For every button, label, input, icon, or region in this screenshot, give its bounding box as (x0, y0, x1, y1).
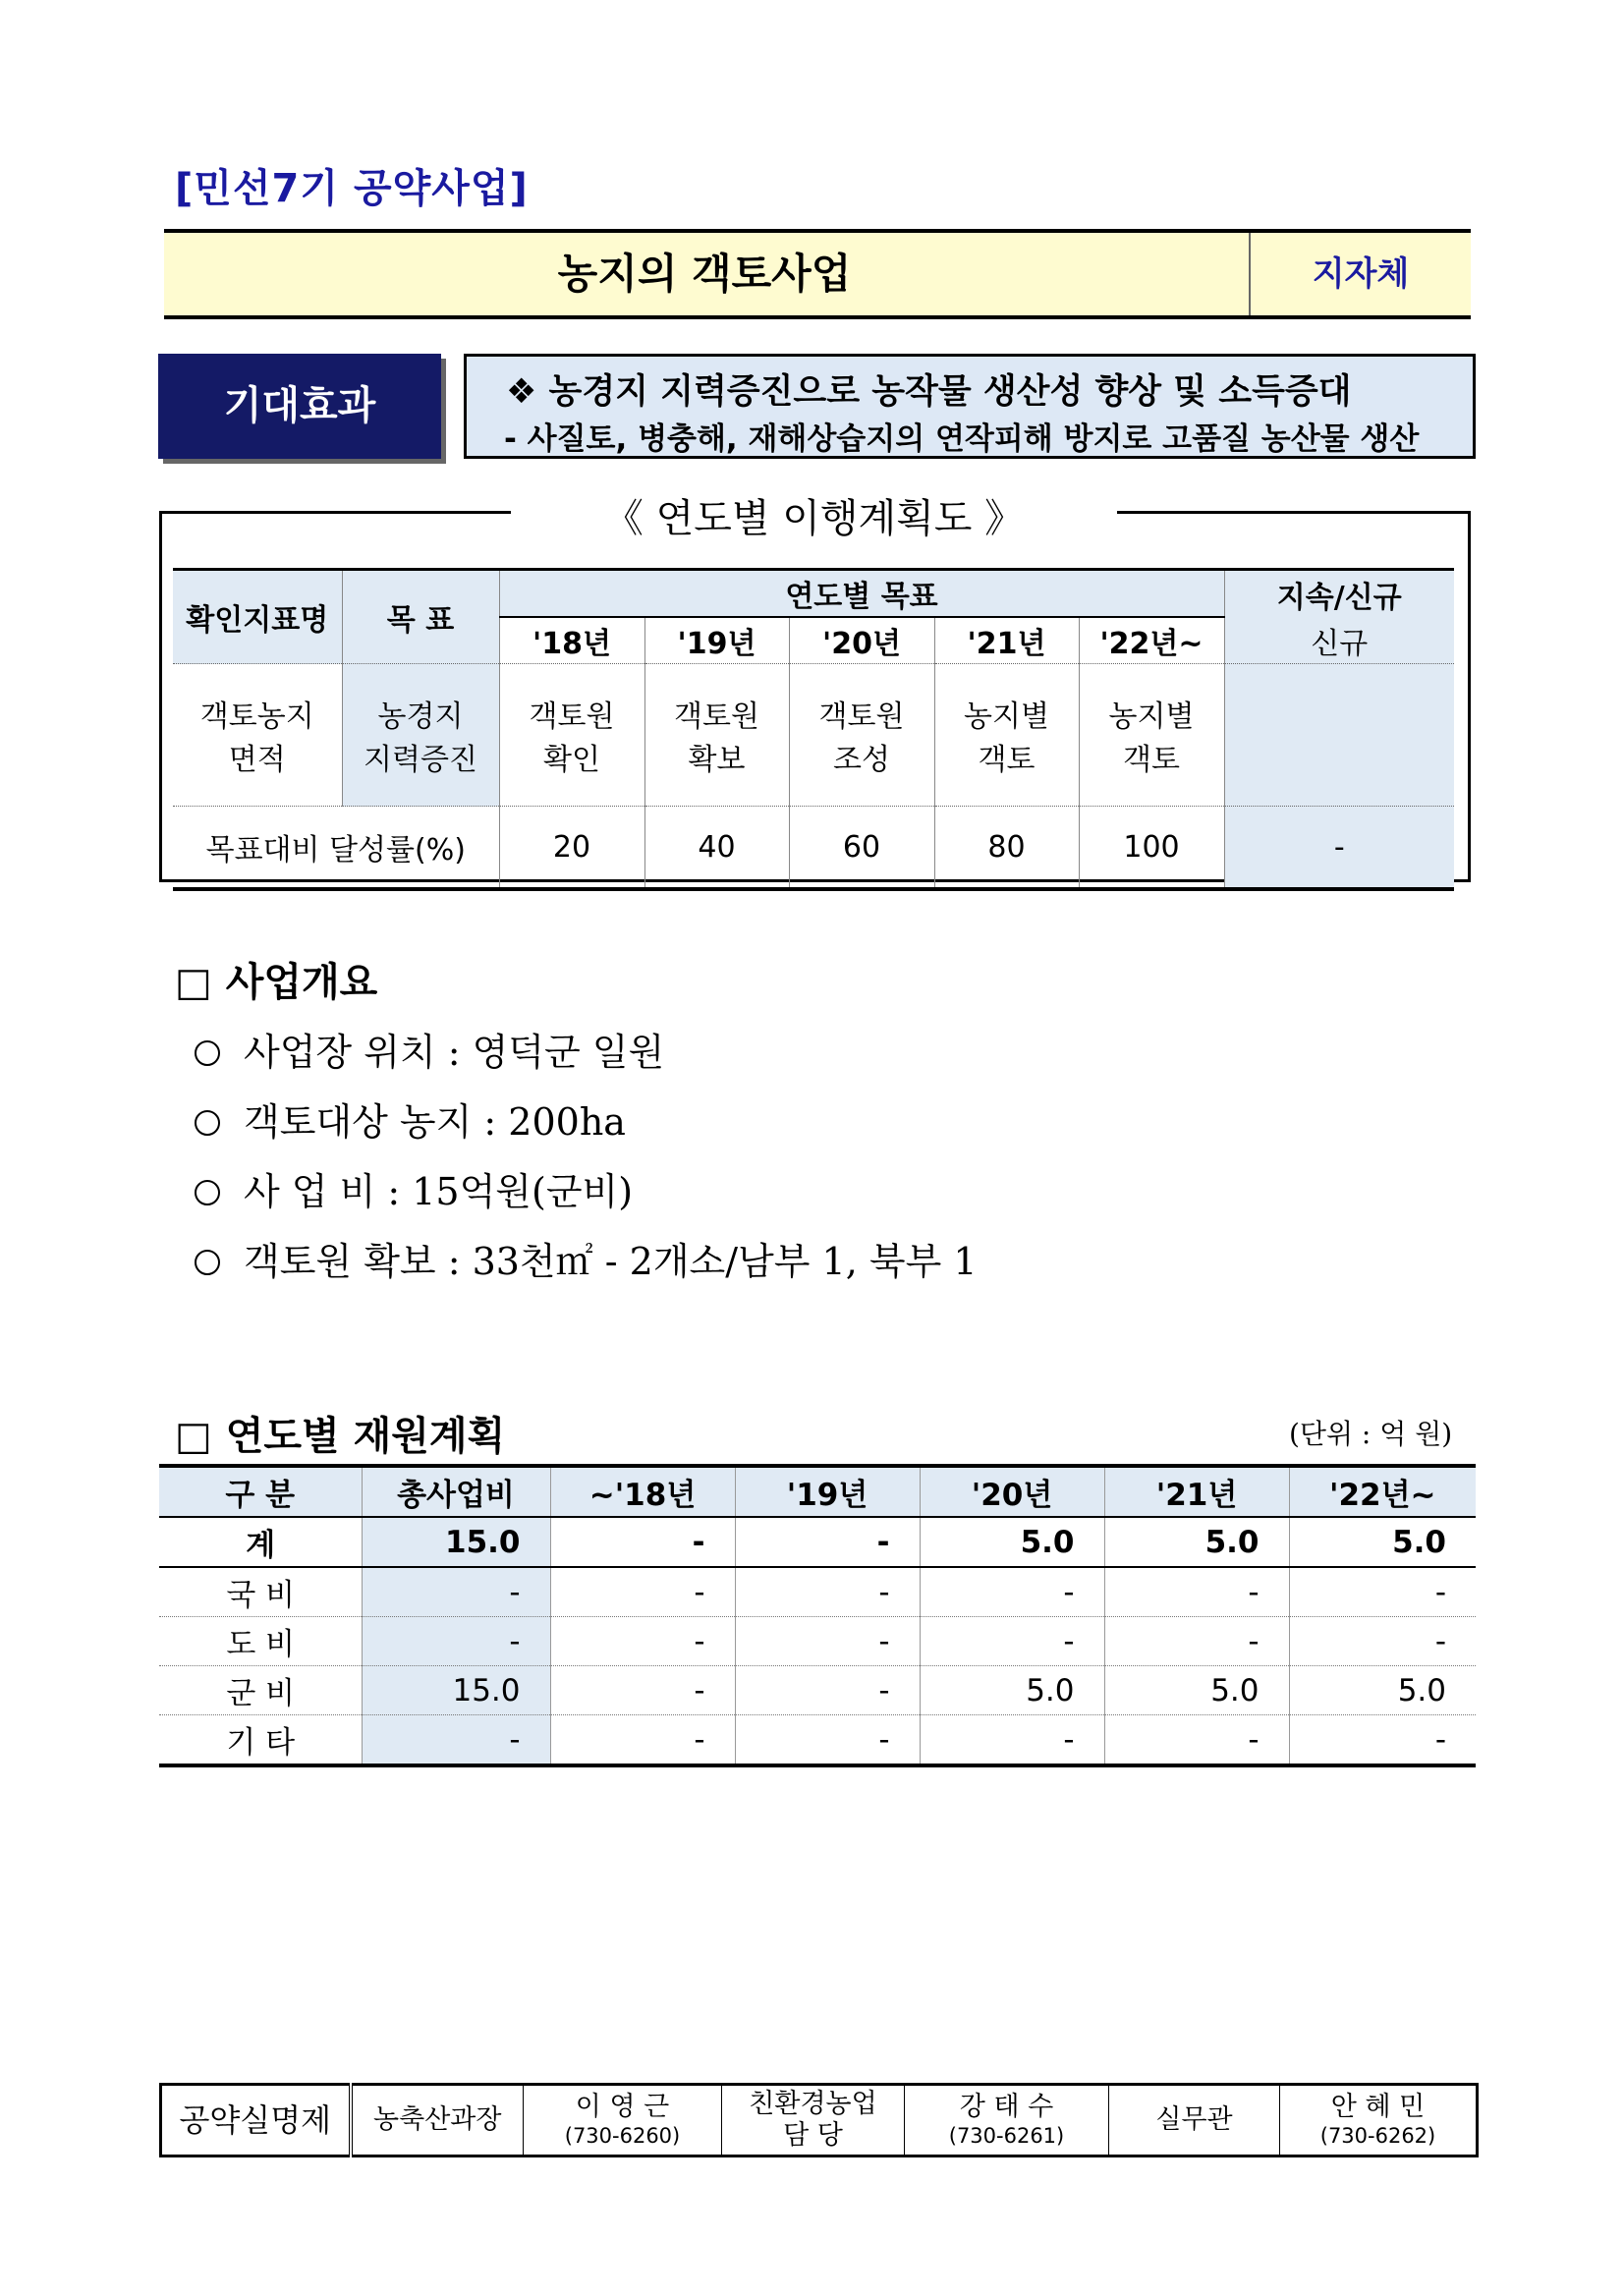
footer-person (1280, 2085, 1478, 2156)
overview-item (195, 1022, 664, 1076)
budget-category: 기 타 (159, 1715, 362, 1766)
footer-person-phone: (730-6262) (1319, 2123, 1436, 2148)
footer-person (905, 2085, 1109, 2156)
footer-person-name: 강 태 수 (959, 2092, 1054, 2123)
budget-header-cell: '20년 (920, 1466, 1104, 1517)
plan-table (173, 568, 1454, 891)
budget-cell: 5.0 (1104, 1517, 1289, 1567)
effect-box (464, 354, 1476, 459)
plan-status-cell (1224, 664, 1454, 807)
plan-rate-value: 40 (644, 807, 789, 890)
effect-main-text: ❖ 농경지 지력증진으로 농작물 생산성 향상 및 소득증대 (506, 372, 1352, 412)
budget-header-cell: '22년~ (1289, 1466, 1476, 1517)
plan-header-yearly-goal: 연도별 목표 (499, 570, 1224, 618)
budget-cell: - (362, 1567, 550, 1617)
budget-cell: 5.0 (920, 1517, 1104, 1567)
budget-cell: - (920, 1715, 1104, 1766)
footer-label: 공약실명제 (161, 2085, 351, 2156)
budget-cell: - (1104, 1617, 1289, 1666)
budget-category: 군 비 (159, 1666, 362, 1715)
budget-header-cell: '19년 (735, 1466, 920, 1517)
plan-title: 《 연도별 이행계획도 》 (603, 496, 1025, 541)
budget-cell: - (1289, 1715, 1476, 1766)
title-bar (164, 229, 1471, 319)
plan-year-cell: 객토원 조성 (789, 664, 934, 807)
budget-cell: 5.0 (920, 1666, 1104, 1715)
plan-rate-value: 20 (499, 807, 644, 890)
plan-frame-top-right (1117, 511, 1471, 514)
plan-year-cell: 농지별 객토 (1079, 664, 1224, 807)
budget-cell: 15.0 (362, 1666, 550, 1715)
budget-cell: - (362, 1617, 550, 1666)
effect-label: 기대효과 (158, 354, 441, 459)
budget-cell: - (550, 1517, 735, 1567)
budget-row (159, 1715, 1476, 1766)
circle-bullet-icon (195, 1250, 220, 1275)
pledge-responsibility-table (159, 2083, 1479, 2157)
budget-category: 국 비 (159, 1567, 362, 1617)
footer-dept: 농축산과장 (351, 2085, 524, 2156)
plan-frame-top-left (159, 511, 511, 514)
plan-year-cell: 객토원 확보 (644, 664, 789, 807)
project-category: 지자체 (1312, 254, 1410, 294)
budget-cell: - (920, 1617, 1104, 1666)
plan-goal-cell: 농경지 지력증진 (342, 664, 499, 807)
footer-person (524, 2085, 722, 2156)
budget-cell: 5.0 (1289, 1666, 1476, 1715)
budget-cell: - (1104, 1567, 1289, 1617)
budget-header-cell: '21년 (1104, 1466, 1289, 1517)
budget-category: 계 (159, 1517, 362, 1567)
plan-year: '19년 (644, 617, 789, 664)
budget-unit: (단위 : 억 원) (1289, 1418, 1453, 1450)
overview-item-text: 객토대상 농지 : 200ha (244, 1100, 626, 1144)
budget-table (159, 1464, 1476, 1767)
footer-person-phone: (730-6260) (564, 2123, 681, 2148)
plan-indicator-cell: 객토농지 면적 (173, 664, 342, 807)
circle-bullet-icon (195, 1180, 220, 1205)
plan-rate-status: - (1224, 807, 1454, 890)
budget-cell: - (550, 1666, 735, 1715)
footer-person-name: 안 혜 민 (1330, 2092, 1426, 2123)
budget-header-row (159, 1466, 1476, 1517)
plan-rate-label: 목표대비 달성률(%) (173, 807, 499, 890)
plan-rate-value: 60 (789, 807, 934, 890)
budget-cell: - (550, 1567, 735, 1617)
overview-title: □ 사업개요 (175, 960, 378, 1005)
budget-cell: 5.0 (1104, 1666, 1289, 1715)
budget-row (159, 1567, 1476, 1617)
plan-year: '22년~ (1079, 617, 1224, 664)
budget-row (159, 1666, 1476, 1715)
budget-cell: - (735, 1715, 920, 1766)
plan-header-goal: 목 표 (342, 570, 499, 664)
budget-cell: - (550, 1715, 735, 1766)
budget-header-cell: 총사업비 (362, 1466, 550, 1517)
plan-rate-value: 100 (1079, 807, 1224, 890)
budget-cell: - (1104, 1715, 1289, 1766)
footer-person-phone: (730-6261) (948, 2123, 1065, 2148)
budget-cell: - (735, 1617, 920, 1666)
circle-bullet-icon (195, 1040, 220, 1066)
budget-cell: - (362, 1715, 550, 1766)
plan-header-indicator: 확인지표명 (173, 570, 342, 664)
overview-item (195, 1161, 633, 1215)
budget-cell: - (735, 1517, 920, 1567)
budget-header-cell: ~'18년 (550, 1466, 735, 1517)
budget-cell: - (1289, 1617, 1476, 1666)
plan-year-cell: 농지별 객토 (934, 664, 1079, 807)
plan-year: '18년 (499, 617, 644, 664)
overview-item-text: 객토원 확보 : 33천㎡ - 2개소/남부 1, 북부 1 (244, 1240, 978, 1283)
footer-role: 실무관 (1109, 2085, 1280, 2156)
plan-rate-value: 80 (934, 807, 1079, 890)
overview-item-text: 사 업 비 : 15억원(군비) (244, 1170, 634, 1213)
plan-year: '20년 (789, 617, 934, 664)
header-tag: [민선7기 공약사업] (175, 166, 529, 211)
budget-row (159, 1617, 1476, 1666)
footer-role: 친환경농업 담 당 (722, 2085, 905, 2156)
plan-status-value: 신규 (1224, 617, 1454, 664)
overview-item-text: 사업장 위치 : 영덕군 일원 (244, 1031, 665, 1074)
footer-person-name: 이 영 근 (575, 2092, 670, 2123)
plan-year: '21년 (934, 617, 1079, 664)
budget-total-row (159, 1517, 1476, 1567)
budget-header-cell: 구 분 (159, 1466, 362, 1517)
budget-cell: 15.0 (362, 1517, 550, 1567)
effect-sub-text: - 사질토, 병충해, 재해상습지의 연작피해 방지로 고품질 농산물 생산 (504, 421, 1420, 457)
overview-item (195, 1092, 626, 1146)
budget-cell: 5.0 (1289, 1517, 1476, 1567)
overview-item (195, 1231, 978, 1285)
budget-title: □ 연도별 재원계획 (175, 1414, 506, 1459)
plan-year-cell: 객토원 확인 (499, 664, 644, 807)
budget-cell: - (735, 1567, 920, 1617)
plan-header-status: 지속/신규 (1224, 570, 1454, 618)
budget-cell: - (1289, 1567, 1476, 1617)
circle-bullet-icon (195, 1110, 220, 1136)
budget-category: 도 비 (159, 1617, 362, 1666)
project-title: 농지의 객토사업 (557, 250, 852, 298)
budget-cell: - (735, 1666, 920, 1715)
budget-cell: - (550, 1617, 735, 1666)
budget-cell: - (920, 1567, 1104, 1617)
